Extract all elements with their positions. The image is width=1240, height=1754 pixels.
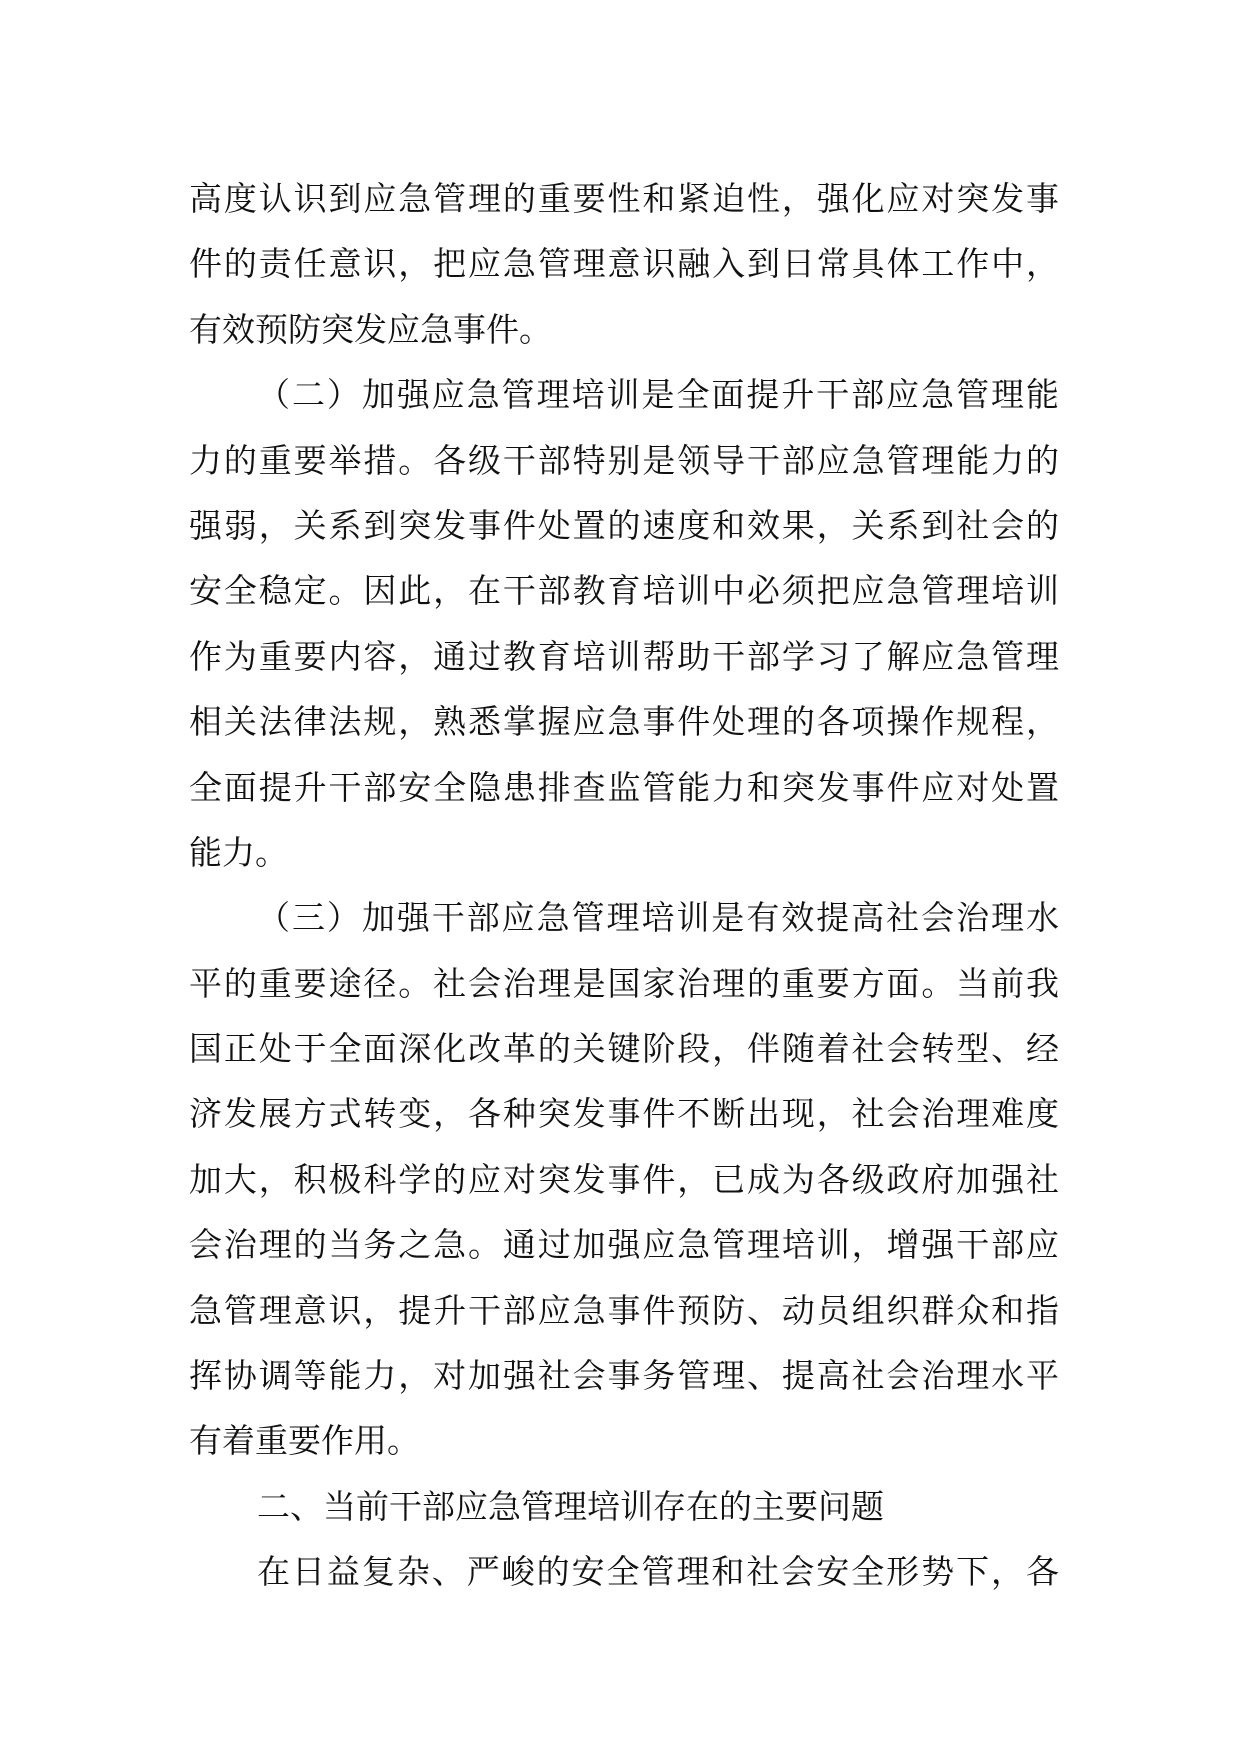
heading-text: 二、当前干部应急管理培训存在的主要问题 [257, 1486, 884, 1526]
text-line: 力的重要举措。各级干部特别是领导干部应急管理能力的 [189, 440, 1059, 480]
text-line: 国正处于全面深化改革的关键阶段，伴随着社会转型、经 [189, 1029, 1059, 1069]
text-line: （三）加强干部应急管理培训是有效提高社会治理水 [257, 898, 1059, 938]
section-heading [189, 1474, 1059, 1539]
text-line: 会治理的当务之急。通过加强应急管理培训，增强干部应 [189, 1225, 1059, 1265]
text-line: 强弱，关系到突发事件处置的速度和效果，关系到社会的 [189, 505, 1059, 545]
text-line: 能力。 [189, 832, 288, 872]
text-line: 安全稳定。因此，在干部教育培训中必须把应急管理培训 [189, 571, 1059, 611]
text-line: 全面提升干部安全隐患排查监管能力和突发事件应对处置 [189, 767, 1059, 807]
text-line: 有效预防突发应急事件。 [189, 309, 552, 349]
text-line: 件的责任意识，把应急管理意识融入到日常具体工作中， [189, 244, 1059, 284]
text-line: 相关法律法规，熟悉掌握应急事件处理的各项操作规程， [189, 702, 1059, 742]
paragraph-continued [189, 166, 1059, 362]
text-line: 平的重要途径。社会治理是国家治理的重要方面。当前我 [189, 963, 1059, 1003]
text-line: 在日益复杂、严峻的安全管理和社会安全形势下，各 [257, 1552, 1059, 1592]
text-line: 高度认识到应急管理的重要性和紧迫性，强化应对突发事 [189, 179, 1059, 218]
text-line: 急管理意识，提升干部应急事件预防、动员组织群众和指 [189, 1290, 1059, 1330]
text-line: （二）加强应急管理培训是全面提升干部应急管理能 [257, 375, 1059, 415]
text-line: 加大，积极科学的应对突发事件，已成为各级政府加强社 [189, 1159, 1059, 1199]
text-line: 济发展方式转变，各种突发事件不断出现，社会治理难度 [189, 1094, 1059, 1134]
text-line: 挥协调等能力，对加强社会事务管理、提高社会治理水平 [189, 1356, 1059, 1396]
document-body [189, 166, 1059, 1605]
paragraph-section-4 [189, 1539, 1059, 1604]
text-line: 作为重要内容，通过教育培训帮助干部学习了解应急管理 [189, 636, 1059, 676]
paragraph-section-2 [189, 362, 1059, 885]
paragraph-section-3 [189, 885, 1059, 1474]
text-line: 有着重要作用。 [189, 1421, 420, 1461]
